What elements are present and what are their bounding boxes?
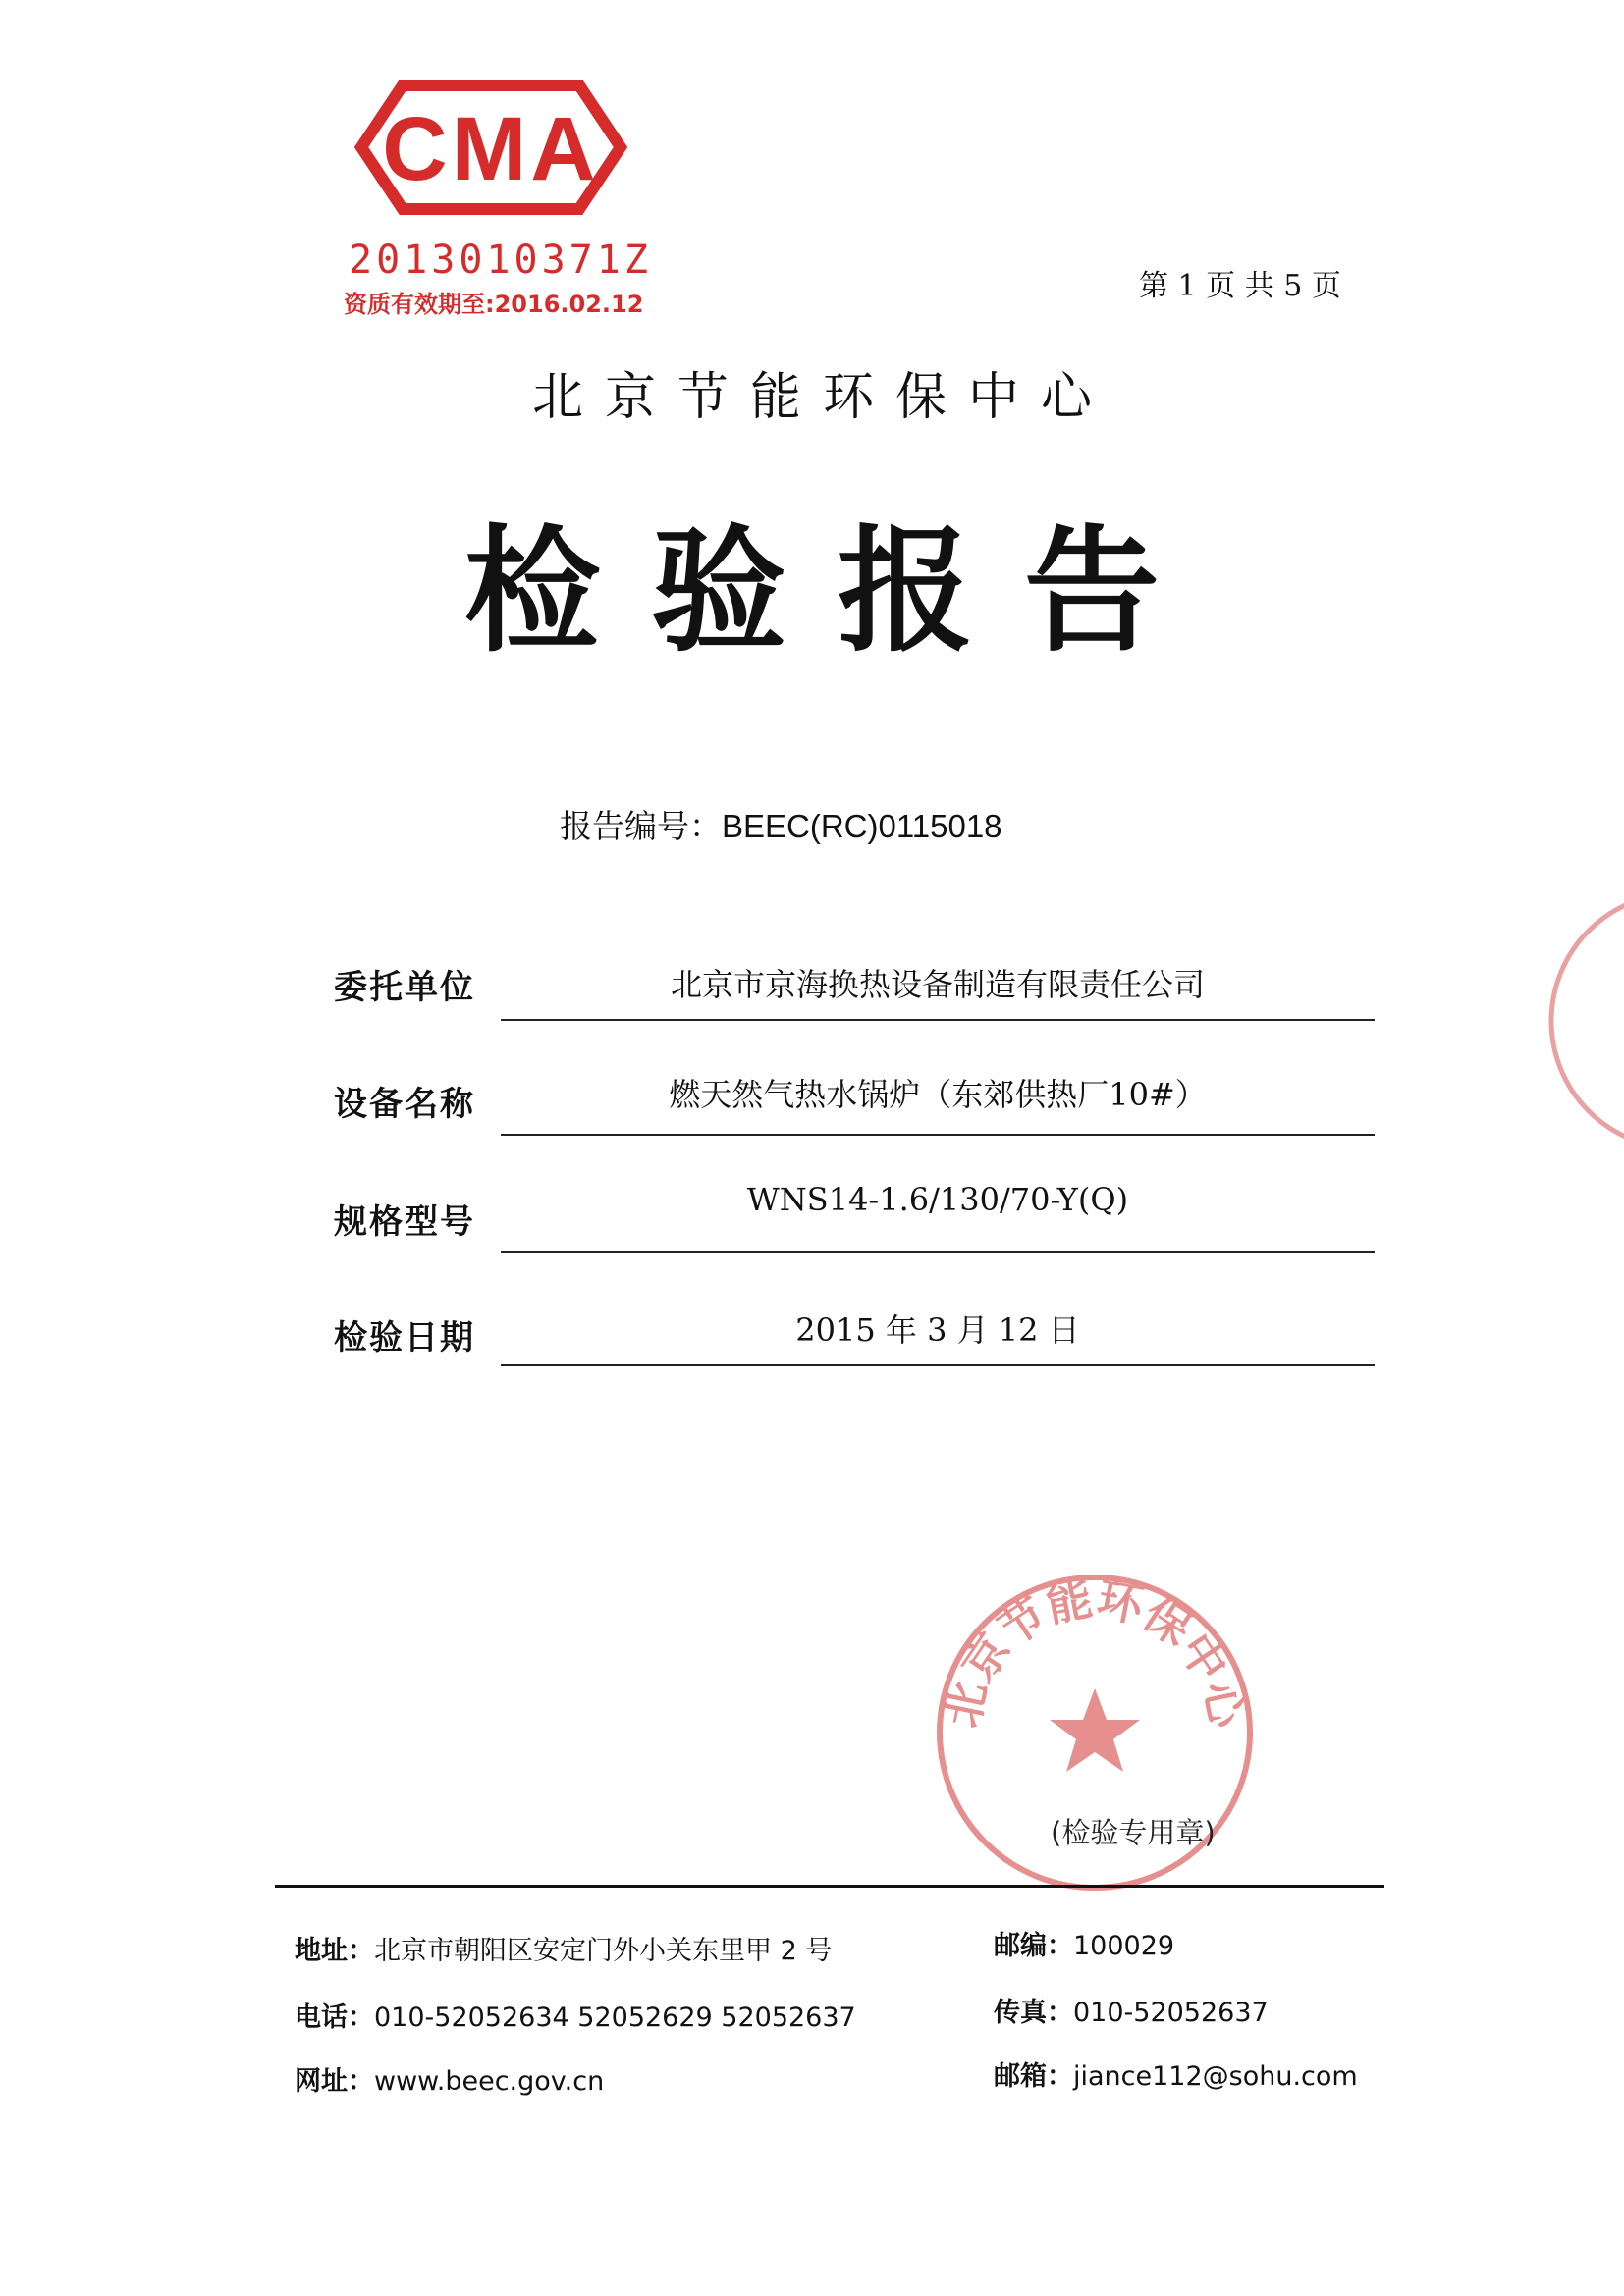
website-label: 网址：	[295, 2066, 374, 2097]
fax	[994, 1991, 1269, 2029]
address	[295, 1929, 832, 1967]
client-value: 北京市京海换热设备制造有限责任公司	[670, 966, 1205, 1003]
seal-star-icon	[1050, 1688, 1140, 1772]
equipment-name-value: 燃天然气热水锅炉（东郊供热厂10#）	[669, 1076, 1207, 1113]
inspection-date-value: 2015 年 3 月 12 日	[795, 1311, 1080, 1349]
postcode	[994, 1924, 1174, 1962]
website-value: www.beec.gov.cn	[374, 2066, 605, 2097]
client-underline	[501, 1019, 1375, 1021]
equipment-name-underline	[501, 1134, 1375, 1136]
footer-divider	[275, 1885, 1384, 1888]
model-underline	[501, 1251, 1375, 1253]
report-number-value: BEEC(RC)0115018	[722, 808, 1002, 844]
report-number-label: 报告编号：	[560, 807, 722, 845]
inspection-date-label: 检验日期	[334, 1318, 475, 1358]
fax-value: 010-52052637	[1073, 1998, 1269, 2028]
cma-cert-number: 2013010371Z	[349, 238, 652, 283]
equipment-name-label: 设备名称	[334, 1085, 475, 1124]
address-label: 地址：	[295, 1936, 374, 1966]
page-indicator: 第 1 页 共 5 页	[1139, 269, 1341, 303]
inspection-date-underline	[501, 1364, 1375, 1366]
website	[295, 2059, 604, 2098]
cma-logo-text: CMA	[382, 99, 600, 199]
phone-label: 电话：	[295, 2002, 374, 2033]
model-label: 规格型号	[334, 1202, 475, 1242]
model-value: WNS14-1.6/130/70-Y(Q)	[746, 1181, 1129, 1218]
page-title: 检验报告	[463, 512, 1211, 670]
client-label: 委托单位	[334, 968, 475, 1007]
phone	[295, 1996, 856, 2034]
issuer-name: 北京节能环保中心	[531, 368, 1113, 427]
address-value: 北京市朝阳区安定门外小关东里甲 2 号	[374, 1936, 833, 1966]
phone-value: 010-52052634 52052629 52052637	[374, 2002, 856, 2033]
cma-validity-date: 资质有效期至:2016.02.12	[344, 291, 644, 318]
report-number	[560, 801, 1002, 847]
seal-ring-text: 北京节能环保中心	[935, 1572, 1255, 1733]
cma-logo	[344, 74, 638, 221]
email	[994, 2055, 1358, 2093]
edge-seal-fragment	[1532, 874, 1624, 1168]
seal-caption: (检验专用章)	[1051, 1816, 1216, 1849]
postcode-label: 邮编：	[994, 1931, 1073, 1961]
email-value: jiance112@sohu.com	[1073, 2061, 1358, 2092]
email-label: 邮箱：	[994, 2061, 1073, 2092]
fax-label: 传真：	[994, 1998, 1073, 2028]
postcode-value: 100029	[1073, 1931, 1175, 1961]
